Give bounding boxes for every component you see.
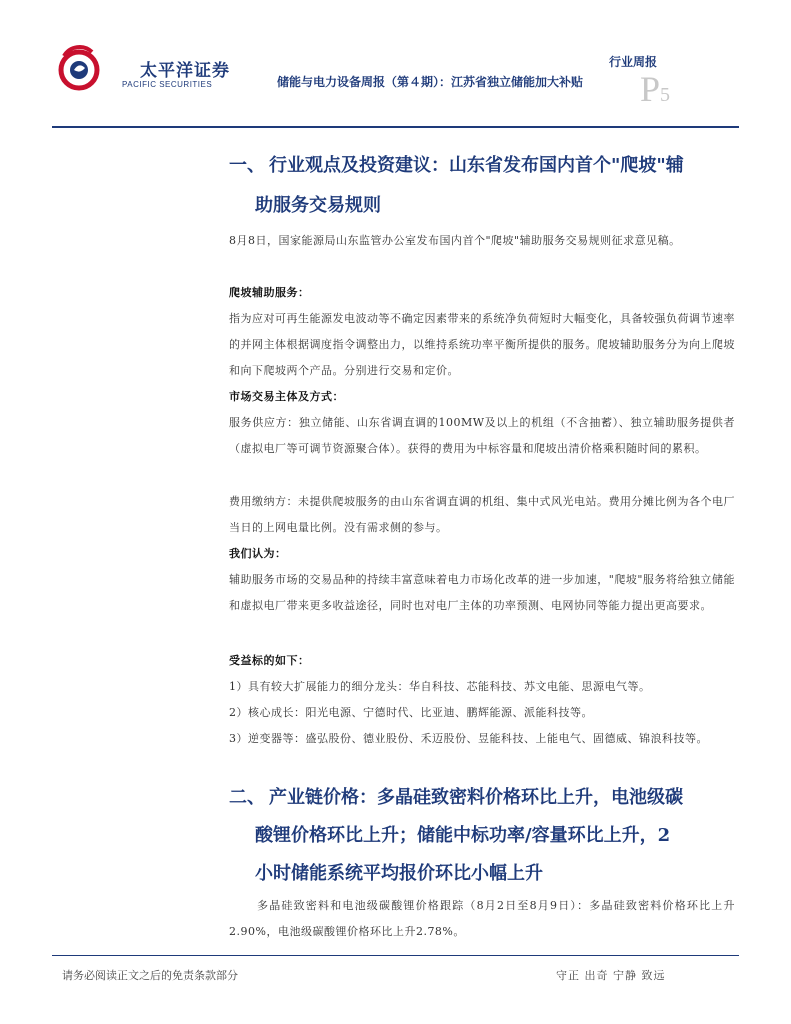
logo-english-name: PACIFIC SECURITIES <box>122 80 213 89</box>
report-title: 储能与电力设备周报（第４期）：江苏省独立储能加大补贴 <box>277 75 584 89</box>
subheading-beneficiaries: 受益标的如下： <box>229 654 310 667</box>
paragraph-fee-payer: 费用缴纳方：未提供爬坡服务的由山东省调直调的机组、集中式风光电站。费用分摊比例为各个电厂当日的上网电量比例。没有需求侧的参与。 <box>229 495 735 534</box>
page-number <box>640 68 670 110</box>
list-item-core-growth: 2）核心成长：阳光电源、宁德时代、比亚迪、鹏辉能源、派能科技等。 <box>229 706 593 719</box>
section-2-heading <box>229 780 739 892</box>
header-divider <box>52 126 739 128</box>
paragraph-our-view: 辅助服务市场的交易品种的持续丰富意味着电力市场化改革的进一步加速，"爬坡"服务将给独立储能和虚拟电厂带来更多收益途径，同时也对电厂主体的功率预测、电网协同等能力提出更高要求。 <box>229 573 735 612</box>
section-1-number: 一、 <box>229 155 265 176</box>
list-item-leaders: 1）具有较大扩展能力的细分龙头：华自科技、芯能科技、苏文电能、思源电气等。 <box>229 680 651 693</box>
pacific-logo-icon <box>52 40 106 94</box>
footer-disclaimer: 请务必阅读正文之后的免责条款部分 <box>62 969 238 982</box>
paragraph-service-provider: 服务供应方：独立储能、山东省调直调的100MW及以上的机组（不含抽蓄）、独立辅助服务提供者（虚拟电厂等可调节资源聚合体）。获得的费用为中标容量和爬坡出清价格乘积随时间的累积。 <box>229 416 735 455</box>
footer-motto: 守正 出奇 宁静 致远 <box>556 969 666 982</box>
section-2-number: 二、 <box>229 787 265 808</box>
company-logo <box>52 40 230 96</box>
paragraph-price-tracking: 多晶硅致密料和电池级碳酸锂价格跟踪（8月2日至8月9日）：多晶硅致密料价格环比上升2.90%，电池级碳酸锂价格环比上升2.78%。 <box>229 899 735 938</box>
section-2-title-line-3: 小时储能系统平均报价环比小幅上升 <box>255 863 543 884</box>
subheading-our-view: 我们认为： <box>229 547 287 560</box>
list-item-inverters: 3）逆变器等：盛弘股份、德业股份、禾迈股份、昱能科技、上能电气、固德威、锦浪科技等。 <box>229 732 708 745</box>
paragraph-announcement: 8月8日，国家能源局山东监管办公室发布国内首个"爬坡"辅助服务交易规则征求意见稿。 <box>229 234 681 247</box>
report-type: 行业周报 <box>608 55 657 69</box>
page-prefix: P <box>640 69 661 109</box>
subheading-ramping-service: 爬坡辅助服务： <box>229 286 310 299</box>
section-1-title-line-2: 助服务交易规则 <box>255 195 381 216</box>
section-2-title-line-1: 产业链价格：多晶硅致密料价格环比上升，电池级碳 <box>269 787 683 808</box>
section-1-heading <box>229 148 739 224</box>
logo-chinese-name: 太平洋证券 <box>140 61 230 81</box>
page-number-value: 5 <box>660 84 671 106</box>
paragraph-ramping-definition: 指为应对可再生能源发电波动等不确定因素带来的系统净负荷短时大幅变化，具备较强负荷调节速率的并网主体根据调度指令调整出力，以维持系统功率平衡所提供的服务。爬坡辅助服务分为向上爬坡和向下爬坡两个产品。分别进行交易和定价。 <box>229 312 735 377</box>
section-2-title-line-2: 酸锂价格环比上升；储能中标功率/容量环比上升，2 <box>255 825 671 846</box>
subheading-market-entities: 市场交易主体及方式： <box>229 390 344 403</box>
footer-divider <box>52 955 739 956</box>
section-1-title-line-1: 行业观点及投资建议：山东省发布国内首个"爬坡"辅 <box>269 155 684 176</box>
